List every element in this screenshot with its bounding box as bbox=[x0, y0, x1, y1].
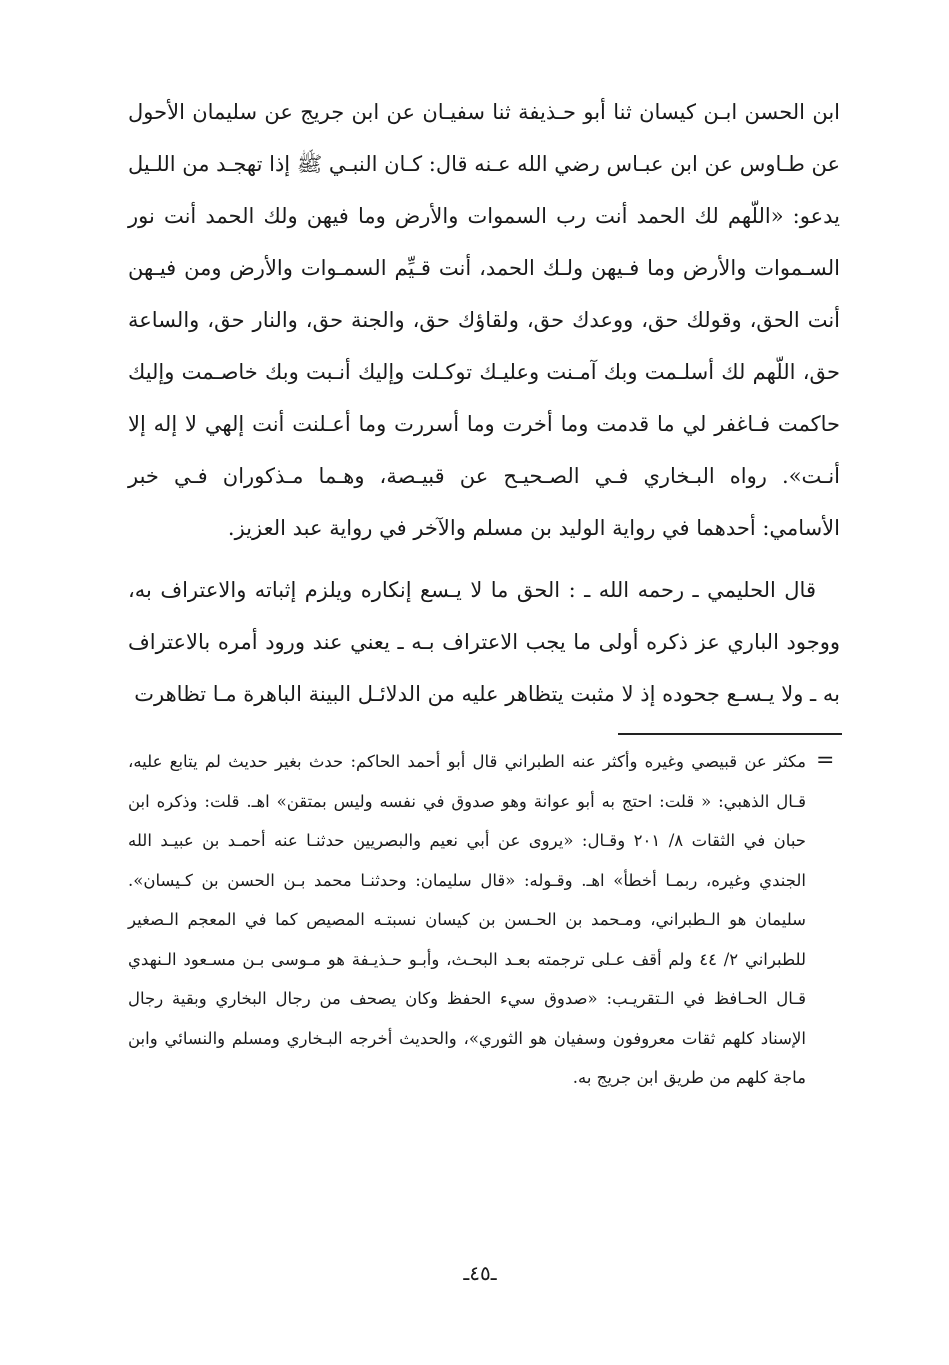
page-number: ـ٤٥ـ bbox=[463, 1261, 497, 1285]
footnote bbox=[128, 742, 806, 1098]
footnote-continuation-marker: = bbox=[816, 748, 835, 773]
footnote-text: مكثر عن قبيصي وغيره وأكثر عنه الطبراني قال أبو أحمد الحاكم: حدث بغير حديث لم يتابع عليه، قـال الذهبي: « قلت: احتج به أبو عوانة وهو صدوق في نفسه وليس بمتقن» اهـ. قلت: وذكره ابن حبان في الثقات ٨/ ٢٠١ وقـال: «يروى عن أبي نعيم والبصريين حدثنـا عنه أحمـد بن عبيـد الله الجندي وغيره، ربمـا أخطأ» اهـ. وقـوله: «قال سليمان: وحدثنـا محمد بـن الحسن بن كـيسان». سليمان هو الـطبراني، ومـحمد بن الحـسن بن كيسان نسبتـه المصيص كما في المعجم الـصغير للطبراني ٢/ ٤٤ ولم أقف عـلى ترجمته بعـد البحـث، وأبـو حـذيـفة هو مـوسى بـن مسـعود الـنهدي قـال الحـافظ في الـتقريـب: «صدوق سيء الحفظ وكان يصحف من رجال البخاري وبقية رجال الإسناد كلهم ثقات معروفون وسفيان هو الثوري»، والحديث أخرجه البـخاري ومسلم والنسائي وابن ماجة كلهم من طريق ابن جريج به. bbox=[128, 752, 806, 1087]
main-text bbox=[128, 86, 840, 720]
paragraph-halimi: قال الحليمي ـ رحمه الله ـ : الحق ما لا يـسع إنكاره ويلزم إثباته والاعتراف به، ووجود الباري عز ذكره أولى ما يجب الاعتراف بـه ـ يعني عند ورود أمره بالاعتراف به ـ ولا يـسـع جحوده إذ لا مثبت يتظاهر عليه من الدلائـل البينة الباهرة مـا تظاهرت bbox=[128, 578, 840, 706]
paragraph-hadith: ابن الحسن ابـن كيسان ثنا أبو حـذيفة ثنا سفيـان عن ابن جريج عن سليمان الأحول عن طـاوس عن ابن عبـاس رضي الله عـنه قال: كـان النبـي ﷺ إذا تهجـد من اللـيل يدعو: «اللّهم لك الحمد أنت رب السموات والأرض وما فيهن ولك الحمد أنت نور السـموات والأرض وما فـيهن ولـك الحمد، أنت قـيِّم السمـوات والأرض ومن فيـهن أنت الحق، وقولك حق، ووعدك حق، ولقاؤك حق، والجنة حق، والنار حق، والساعة حق، اللّهم لك أسلـمت وبك آمـنت وعليـك توكـلت وإليك أنـبت وبك خاصـمت وإليك حاكمت فـاغفر لي ما قدمت وما أخرت وما أسررت وما أعـلنت أنت إلهي لا إله إلا أنـت». رواه البـخاري فـي الصـحيـح عن قبيـصة، وهـما مـذكوران فـي خبر الأسامي: أحدهما في رواية الوليد بن مسلم والآخر في رواية عبد العزيز. bbox=[128, 100, 840, 540]
footnote-separator bbox=[618, 733, 842, 735]
